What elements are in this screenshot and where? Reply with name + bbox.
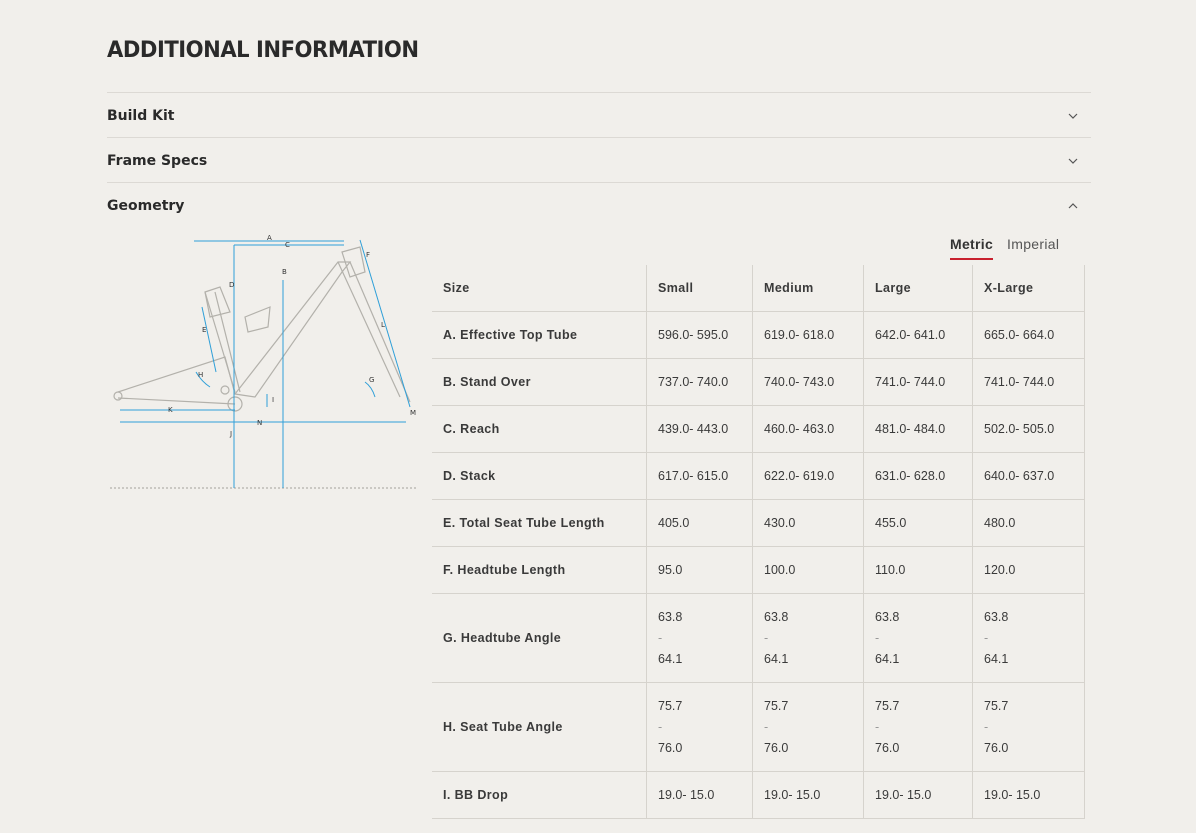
- row-label: H. Seat Tube Angle: [432, 683, 647, 772]
- accordion-frame-specs[interactable]: [107, 137, 1091, 183]
- dimension-letter: G: [369, 376, 375, 384]
- dimension-letter: M: [410, 409, 417, 417]
- table-row: [432, 406, 1085, 453]
- range-max: 64.1: [764, 652, 789, 666]
- range-min: 63.8: [764, 610, 789, 624]
- range-min: 63.8: [875, 610, 900, 624]
- table-row: [432, 683, 1085, 772]
- chevron-down-icon: [1067, 110, 1079, 122]
- table-header-row: [432, 265, 1085, 312]
- table-cell: 19.0- 15.0: [753, 772, 864, 819]
- accordion-label: Frame Specs: [107, 152, 208, 169]
- unit-toggle: [950, 236, 1059, 260]
- row-label: G. Headtube Angle: [432, 594, 647, 683]
- table-cell: [864, 683, 973, 772]
- dimension-letter: E: [202, 326, 207, 334]
- table-cell: 502.0- 505.0: [973, 406, 1085, 453]
- range-separator: -: [658, 631, 663, 645]
- table-cell: [864, 594, 973, 683]
- range-min: 75.7: [984, 699, 1009, 713]
- row-label: F. Headtube Length: [432, 547, 647, 594]
- table-cell: 642.0- 641.0: [864, 312, 973, 359]
- table-row: [432, 547, 1085, 594]
- range-min: 75.7: [764, 699, 789, 713]
- dimension-letter: D: [229, 281, 235, 289]
- dimension-letter: J: [230, 430, 233, 438]
- dimension-letter: B: [282, 268, 287, 276]
- table-cell: [647, 594, 753, 683]
- table-cell: [647, 683, 753, 772]
- dimension-letter: F: [366, 251, 371, 259]
- table-row: [432, 453, 1085, 500]
- range-min: 63.8: [658, 610, 683, 624]
- table-cell: 665.0- 664.0: [973, 312, 1085, 359]
- table-cell: 100.0: [753, 547, 864, 594]
- range-max: 64.1: [984, 652, 1009, 666]
- bike-frame-drawing: [110, 247, 418, 488]
- accordion-label: Geometry: [107, 197, 185, 214]
- row-label: B. Stand Over: [432, 359, 647, 406]
- range-separator: -: [984, 631, 989, 645]
- range-separator: -: [875, 720, 880, 734]
- row-label: C. Reach: [432, 406, 647, 453]
- page-title: ADDITIONAL INFORMATION: [107, 38, 419, 63]
- dimension-letter: N: [257, 419, 263, 427]
- dimension-letter: K: [168, 406, 173, 414]
- range-min: 63.8: [984, 610, 1009, 624]
- table-cell: 622.0- 619.0: [753, 453, 864, 500]
- dimension-letter: H: [198, 371, 204, 379]
- table-cell: 480.0: [973, 500, 1085, 547]
- accordion-build-kit[interactable]: [107, 92, 1091, 138]
- row-label: I. BB Drop: [432, 772, 647, 819]
- range-separator: -: [658, 720, 663, 734]
- range-min: 75.7: [658, 699, 683, 713]
- table-cell: 740.0- 743.0: [753, 359, 864, 406]
- table-cell: 455.0: [864, 500, 973, 547]
- table-cell: 460.0- 463.0: [753, 406, 864, 453]
- table-cell: 481.0- 484.0: [864, 406, 973, 453]
- table-cell: 640.0- 637.0: [973, 453, 1085, 500]
- row-label: D. Stack: [432, 453, 647, 500]
- table-cell: 110.0: [864, 547, 973, 594]
- row-label: E. Total Seat Tube Length: [432, 500, 647, 547]
- dimension-lines: [120, 240, 410, 488]
- dimension-letter: A: [267, 234, 272, 242]
- table-row: [432, 312, 1085, 359]
- accordion-geometry[interactable]: [107, 182, 1091, 228]
- range-max: 76.0: [764, 741, 789, 755]
- table-cell: 619.0- 618.0: [753, 312, 864, 359]
- range-separator: -: [764, 631, 769, 645]
- column-header: Size: [432, 265, 647, 312]
- row-label: A. Effective Top Tube: [432, 312, 647, 359]
- column-header: Large: [864, 265, 973, 312]
- range-max: 76.0: [984, 741, 1009, 755]
- tab-imperial[interactable]: Imperial: [1007, 236, 1060, 252]
- dimension-letters: [168, 234, 416, 438]
- dimension-letter: C: [285, 241, 290, 249]
- table-row: [432, 500, 1085, 547]
- column-header: Medium: [753, 265, 864, 312]
- table-cell: 617.0- 615.0: [647, 453, 753, 500]
- column-header: X-Large: [973, 265, 1085, 312]
- range-separator: -: [764, 720, 769, 734]
- table-cell: [753, 683, 864, 772]
- table-row: [432, 772, 1085, 819]
- table-row: [432, 359, 1085, 406]
- geometry-diagram: [110, 232, 422, 494]
- chevron-down-icon: [1067, 155, 1079, 167]
- table-cell: 631.0- 628.0: [864, 453, 973, 500]
- table-cell: 439.0- 443.0: [647, 406, 753, 453]
- table-cell: 405.0: [647, 500, 753, 547]
- table-cell: 120.0: [973, 547, 1085, 594]
- table-cell: 741.0- 744.0: [864, 359, 973, 406]
- geometry-table: [432, 265, 1085, 819]
- table-cell: [753, 594, 864, 683]
- range-separator: -: [875, 631, 880, 645]
- range-min: 75.7: [875, 699, 900, 713]
- table-row: [432, 594, 1085, 683]
- table-cell: 737.0- 740.0: [647, 359, 753, 406]
- range-max: 76.0: [658, 741, 683, 755]
- table-cell: 19.0- 15.0: [973, 772, 1085, 819]
- tab-metric[interactable]: Metric: [950, 236, 993, 260]
- table-cell: 430.0: [753, 500, 864, 547]
- dimension-letter: L: [381, 321, 385, 329]
- table-cell: 95.0: [647, 547, 753, 594]
- range-separator: -: [984, 720, 989, 734]
- table-cell: 19.0- 15.0: [647, 772, 753, 819]
- chevron-up-icon: [1067, 200, 1079, 212]
- range-max: 76.0: [875, 741, 900, 755]
- table-cell: 741.0- 744.0: [973, 359, 1085, 406]
- table-cell: [973, 683, 1085, 772]
- table-cell: [973, 594, 1085, 683]
- range-max: 64.1: [875, 652, 900, 666]
- table-cell: 19.0- 15.0: [864, 772, 973, 819]
- table-cell: 596.0- 595.0: [647, 312, 753, 359]
- dimension-letter: I: [272, 396, 275, 404]
- column-header: Small: [647, 265, 753, 312]
- range-max: 64.1: [658, 652, 683, 666]
- accordion-label: Build Kit: [107, 107, 175, 124]
